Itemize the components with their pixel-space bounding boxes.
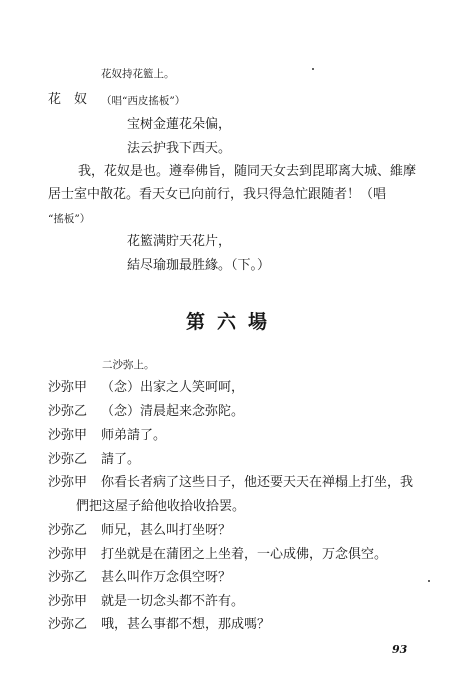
verse-line: 結尽瑜珈最胜緣。（下。） (127, 258, 271, 273)
dialogue-text: 就是一切念头都不許有。 (101, 594, 245, 609)
dialogue-text: 师弟請了。 (101, 428, 167, 443)
stage-direction-enter: 二沙弥上。 (102, 359, 155, 371)
role-name: 沙弥乙 (48, 404, 88, 419)
role-name: 沙弥乙 (48, 452, 88, 467)
verse-line: 花籃满貯天花片， (127, 234, 232, 249)
dialogue-text: （念）出家之人笑呵呵， (101, 380, 245, 395)
dialogue-text: 师兄，甚么叫打坐呀？ (101, 523, 232, 538)
dialogue-text: 請了。 (101, 452, 141, 467)
verse-line: 宝树金蓮花朵偏， (127, 117, 232, 132)
verse-line: 法云护我下西天。 (127, 141, 232, 156)
ink-speck (312, 68, 314, 70)
speech-line: “搖板”） (48, 213, 91, 225)
speech-line: 我，花奴是也。遵奉佛旨，随同天女去到毘耶离大城、維摩 (78, 164, 417, 179)
singing-cue: （唱“西皮搖板”） (101, 95, 186, 107)
role-name: 沙弥乙 (48, 617, 88, 632)
role-name: 沙弥甲 (48, 475, 88, 490)
dialogue-text: （念）清晨起来念弥陀。 (101, 404, 245, 419)
dialogue-text: 打坐就是在蒲团之上坐着，一心成佛，万念俱空。 (101, 547, 388, 562)
role-name-huanu: 花 奴 (48, 92, 88, 107)
stage-direction-enter: 花奴持花籃上。 (101, 68, 175, 80)
speech-line: 居士室中散花。看天女已向前行，我只得急忙跟随者！（唱 (48, 187, 387, 202)
role-name: 沙弥乙 (48, 523, 88, 538)
dialogue-text: 們把这屋子給他收拾收拾罢。 (76, 499, 246, 514)
role-name: 沙弥甲 (48, 547, 88, 562)
page-number: 93 (392, 643, 408, 656)
ink-speck (428, 580, 430, 582)
dialogue-text: 甚么叫作万念俱空呀？ (101, 570, 232, 585)
dialogue-text: 哦，甚么事都不想，那成嗎？ (101, 617, 271, 632)
scene-title: 第六場 (185, 311, 279, 333)
role-name: 沙弥乙 (48, 570, 88, 585)
role-name: 沙弥甲 (48, 594, 88, 609)
dialogue-text: 你看长者病了这些日子，他还要天天在禅榻上打坐，我 (101, 475, 414, 490)
role-name: 沙弥甲 (48, 428, 88, 443)
role-name: 沙弥甲 (48, 380, 88, 395)
